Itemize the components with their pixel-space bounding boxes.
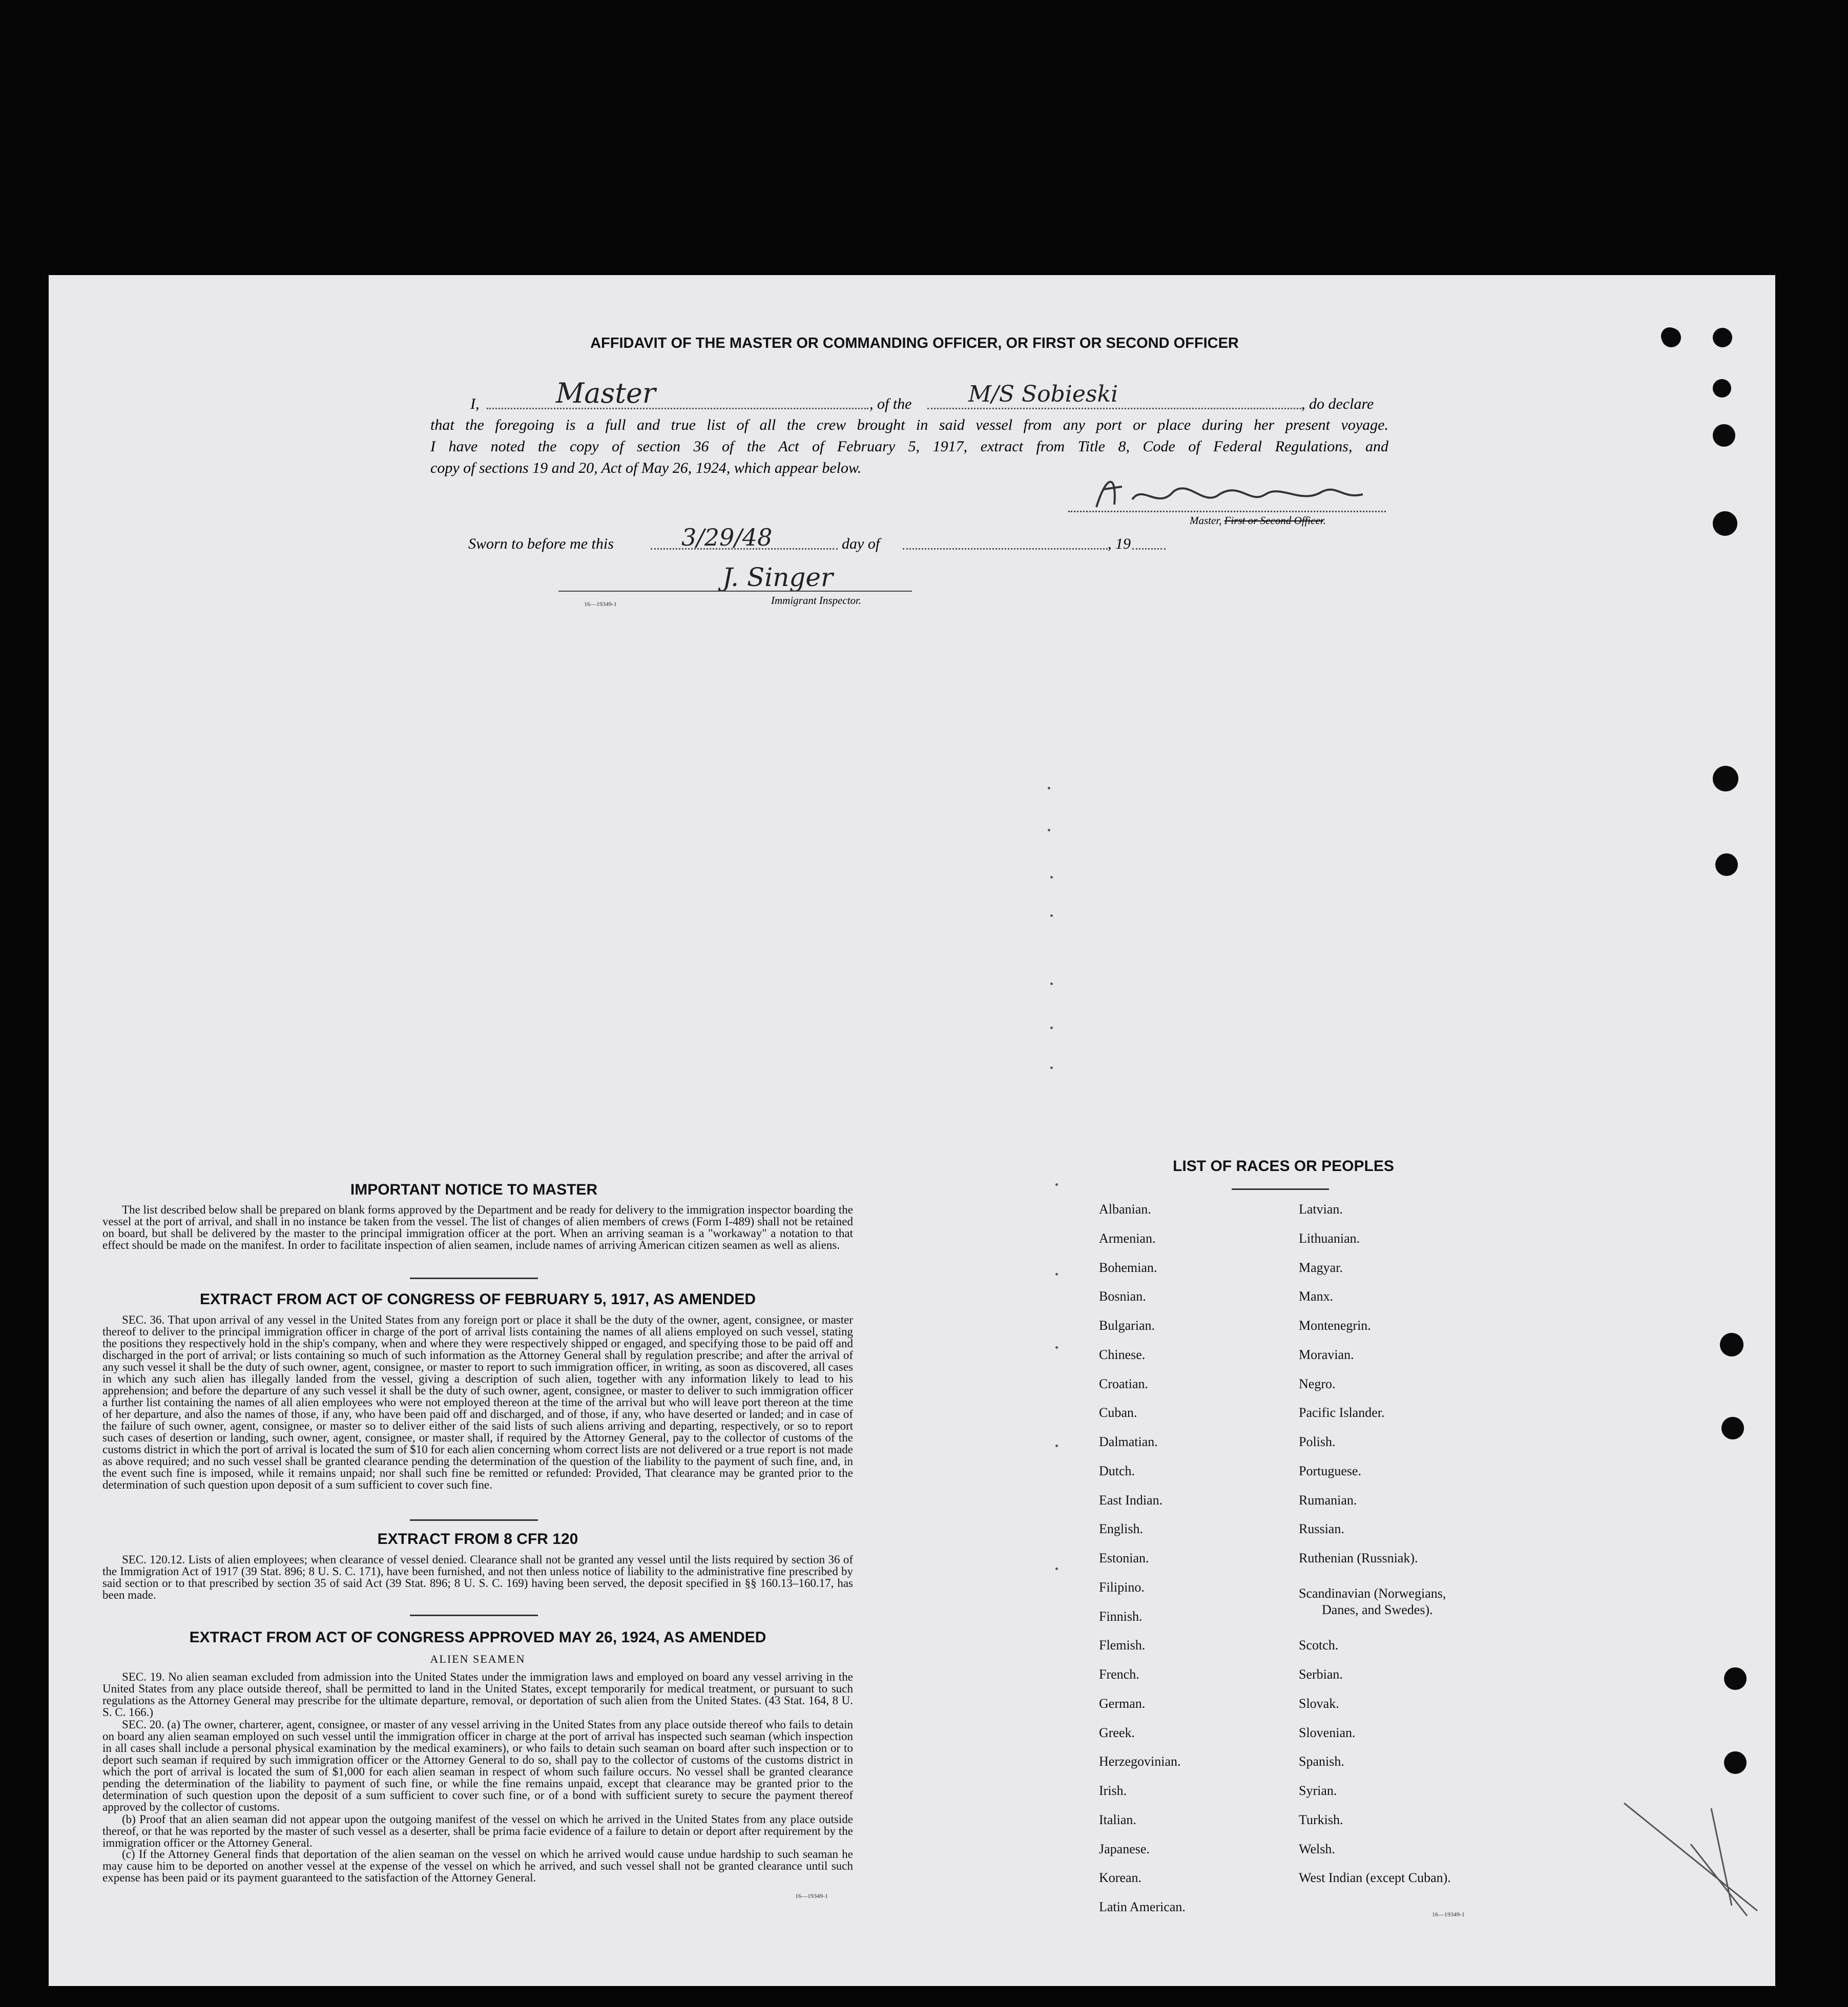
signature-caption [1190,514,1326,527]
race-lithuanian: Lithuanian. [1299,1231,1360,1246]
extract-cfr-divider [410,1615,538,1616]
race-japanese: Japanese. [1099,1842,1150,1856]
punch-hole [1724,1667,1747,1690]
day-of-label: day of [842,535,880,552]
race-spanish: Spanish. [1299,1754,1344,1769]
race-korean: Korean. [1099,1870,1142,1885]
vessel-line [927,408,1301,409]
race-albanian: Albanian. [1099,1202,1151,1217]
inspector-signature: J. Singer [722,562,833,592]
affidavit-line-2: I have noted the copy of section 36 of the Act of February 5, 1917, extract from Title 8, Code of Federal Regulations, and [430,438,1388,455]
race-filipino: Filipino. [1099,1580,1145,1595]
extract-1917-text: SEC. 36. That upon arrival of any vessel in the United States from any foreign port or place it shall be the duty of the owner, agent, consignee, or master thereof to deliver to the principal immigration officer in charge of the port of arrival lists containing the names of all aliens employed on such vessel, stating the positions they respectively hold in the ship's company, when and where they were respectively shipped or engaged, and specifying those to be paid off and discharged in the port of arrival; or lists containing so much of such information as the Attorney General shall by regulation prescribe; and after the arrival of any such vessel it shall be the duty of such owner, agent, consignee, or master to report to such immigration officer, in writing, as soon as discovered, all cases in which any such alien has illegally landed from the vessel, giving a description of such alien, together with any information likely to lead to his apprehension; and before the departure of any such vessel it shall be the duty of such owner, agent, consignee, or master to deliver to such immigration officer a further list containing the names of all alien employees who were not employed thereon at the time of the arrival but who will leave port thereon at the time of her departure, and also the names of those, if any, who have been paid off and discharged, and of those, if any, who have deserted or landed; and in case of the failure of such owner, agent, consignee, or master so to deliver either of the said lists of such aliens arriving and departing, respectively, or so to report such cases of desertion or landing, such owner, agent, consignee, or master shall, if required by the Attorney General, pay to the collector of customs of the customs district in which the port of arrival is located the sum of $10 for each alien concerning whom correct lists are not delivered or a true report is not made as above required; and no such vessel shall be granted clearance pending the determination of the question of the liability to the payment of such fine, and, in the event such fine is imposed, while it remains unpaid; nor shall such fine be remitted or refunded: Provided, That clearance may be granted prior to the determination of such question upon deposit of a sum sufficient to cover such fine. [102,1313,853,1491]
race-dalmatian: Dalmatian. [1099,1434,1158,1449]
punch-hole [1713,379,1731,398]
signature-caption-end: . [1323,514,1326,527]
speck [1050,1027,1053,1029]
race-manx: Manx. [1299,1289,1334,1304]
race-west-indian: West Indian (except Cuban). [1299,1870,1451,1885]
race-magyar: Magyar. [1299,1260,1343,1275]
race-herzegovinian: Herzegovinian. [1099,1754,1181,1769]
race-irish: Irish. [1099,1783,1127,1798]
speck [1050,876,1053,879]
race-chinese: Chinese. [1099,1347,1146,1362]
race-italian: Italian. [1099,1812,1136,1827]
race-welsh: Welsh. [1299,1842,1335,1856]
race-serbian: Serbian. [1299,1667,1343,1682]
speck [1055,1183,1058,1186]
extract-cfr-text: SEC. 120.12. Lists of alien employees; when clearance of vessel denied. Clearance shall not be granted any vessel until the lists required by section 36 of the Immigration Act of 1917 (39 Stat. 896; 8 U. S. C. 171), have been furnished, and not then unless notice of liability to the administrative fine prescribed by said section or to that prescribed by section 35 of said Act (39 Stat. 896; 8 U. S. C. 169) having been served, the deposit specified in §§ 160.13–160.17, has been made. [102,1553,853,1601]
affidavit-title: AFFIDAVIT OF THE MASTER OR COMMANDING OFFICER, OR FIRST OR SECOND OFFICER [590,335,1239,351]
race-flemish: Flemish. [1099,1638,1146,1653]
month-line [903,548,1108,550]
race-syrian: Syrian. [1299,1783,1337,1798]
extract-cfr-title: EXTRACT FROM 8 CFR 120 [377,1531,578,1548]
pencil-mark [1614,1793,1768,1926]
sworn-date-handwriting: 3/29/48 [681,524,773,551]
punch-hole [1721,1417,1744,1439]
master-signature [1086,464,1373,515]
of-the-label: , of the [869,395,912,412]
race-cuban: Cuban. [1099,1405,1137,1420]
race-negro: Negro. [1299,1376,1336,1391]
race-ruthenian: Ruthenian (Russniak). [1299,1551,1418,1565]
race-french: French. [1099,1667,1139,1682]
race-portuguese: Portuguese. [1299,1464,1362,1478]
signature-caption-struck: First or Second Officer [1224,514,1323,527]
race-pacific-islander: Pacific Islander. [1299,1405,1385,1420]
speck [1055,1346,1058,1349]
race-slovak: Slovak. [1299,1696,1339,1711]
speck [1050,982,1053,985]
extract-1924-sec19: SEC. 19. No alien seaman excluded from admission into the United States under the immigration laws and employed on board any vessel arriving in the United States from any place outside thereof, shall be permitted to land in the United States, except temporarily for medical treatment, or pursuant to such regulations as the Attorney General may prescribe for the ultimate departure, removal, or deportation of such alien from the United States. (43 Stat. 164, 8 U. S. C. 166.) [102,1670,853,1719]
race-english: English. [1099,1521,1143,1536]
race-slovenian: Slovenian. [1299,1725,1356,1740]
speck [1050,1067,1053,1069]
extract-1924-sec20a: SEC. 20. (a) The owner, charterer, agent, consignee, or master of any vessel arriving in the United States from any place outside thereof who fails to detain on board any alien seaman employed on such vessel until the immigration officer in charge at the port of arrival has inspected such seaman (which inspection in all cases shall include a personal physical examination by the medical examiners), or who fails to detain such seaman on board after such inspection or to deport such seaman if required by such immigration officer or the Attorney General to do so, shall pay to the collector of customs of the customs district in which the port of arrival is located the sum of $1,000 for each alien seaman in respect of whom such failure occurs. No vessel shall be granted clearance pending the determination of the liability to payment of such fine, or while the fine remains unpaid, except that clearance may be granted prior to the determination of such question upon the deposit of a sum sufficient to cover such fine, or of a bond with sufficient surety to secure the payment thereof approved by the collector of customs. [102,1718,853,1813]
right-form-number: 16—19349-1 [1432,1911,1465,1918]
declarant-handwriting: Master [556,377,656,409]
race-latvian: Latvian. [1299,1202,1343,1217]
race-german: German. [1099,1696,1146,1711]
punch-hole [1713,328,1732,347]
extract-1924-title: EXTRACT FROM ACT OF CONGRESS APPROVED MAY 26, 1924, AS AMENDED [189,1629,766,1646]
race-scandinavian-line-2: Danes, and Swedes). [1322,1602,1433,1617]
speck [1048,829,1050,831]
race-finnish: Finnish. [1099,1609,1143,1624]
inspector-label: Immigrant Inspector. [771,594,862,607]
race-russian: Russian. [1299,1521,1344,1536]
declarant-line [487,408,868,409]
year-line [1132,548,1166,550]
signature-caption-master: Master, [1190,514,1224,527]
extract-1924-sec20b: (b) Proof that an alien seaman did not appear upon the outgoing manifest of the vessel on which he arrived in the United States from any place outside thereof, or that he was reported by the master of such vessel as a deserter, shall be prima facie evidence of a failure to detain or deport after requirement by the immigration officer or the Attorney General. [102,1813,853,1849]
extract-1917-title: EXTRACT FROM ACT OF CONGRESS OF FEBRUARY 5, 1917, AS AMENDED [199,1291,756,1308]
speck [1055,1273,1058,1276]
races-divider [1232,1188,1329,1190]
signature-line [1068,511,1386,512]
race-turkish: Turkish. [1299,1812,1343,1827]
race-bosnian: Bosnian. [1099,1289,1146,1304]
race-east-indian: East Indian. [1099,1493,1163,1508]
punch-hole [1713,766,1738,791]
inspector-line [558,591,912,592]
punch-hole [1715,853,1738,876]
extract-1924-subtitle: ALIEN SEAMEN [430,1653,526,1665]
year-label: , 19 [1108,535,1131,552]
extract-1917-divider [410,1519,538,1521]
notice-title: IMPORTANT NOTICE TO MASTER [350,1181,598,1198]
race-scandinavian: Scandinavian (Norwegians, [1299,1586,1446,1601]
race-montenegrin: Montenegrin. [1299,1318,1371,1333]
race-estonian: Estonian. [1099,1551,1149,1565]
races-title: LIST OF RACES OR PEOPLES [1173,1158,1394,1175]
race-latin-american: Latin American. [1099,1899,1186,1914]
race-bulgarian: Bulgarian. [1099,1318,1155,1333]
i-label: I, [470,395,480,412]
race-dutch: Dutch. [1099,1464,1135,1478]
speck [1048,787,1050,789]
extract-1924-sec20c: (c) If the Attorney General finds that deportation of the alien seaman on the vessel on which he arrived would cause undue hardship to such seaman he may cause him to be deported on another vessel at the expense of the vessel on which he arrived, and such vessel shall not be granted clearance until such expense has been paid or its payment guaranteed to the satisfaction of the Attorney General. [102,1848,853,1884]
punch-hole [1713,424,1735,447]
do-declare-label: , do declare [1301,395,1374,412]
race-greek: Greek. [1099,1725,1135,1740]
race-scotch: Scotch. [1299,1638,1339,1653]
race-armenian: Armenian. [1099,1231,1156,1246]
punch-hole [1724,1751,1747,1774]
race-bohemian: Bohemian. [1099,1260,1157,1275]
race-rumanian: Rumanian. [1299,1493,1357,1508]
affidavit-line-1: that the foregoing is a full and true list of all the crew brought in said vessel from any port or place during her present voyage. [430,416,1388,433]
punch-hole [1713,511,1737,536]
race-polish: Polish. [1299,1434,1336,1449]
affidavit-line-3: copy of sections 19 and 20, Act of May 26, 1924, which appear below. [430,459,862,476]
left-form-number: 16—19349-1 [795,1892,828,1899]
punch-hole [1662,328,1681,347]
race-moravian: Moravian. [1299,1347,1354,1362]
notice-divider [410,1278,538,1279]
sworn-label: Sworn to before me this [468,535,614,552]
speck [1050,914,1053,917]
notice-text: The list described below shall be prepared on blank forms approved by the Department and be ready for delivery to the immigration inspector boarding the vessel at the port of arrival, and shall in no instance be taken from the vessel. The list of changes of alien members of crews (Form I-489) shall not be retained on board, but shall be delivered by the master to the principal immigration officer at the port. When an arriving seaman is a "workaway" a notation to that effect should be made on the manifest. In order to facilitate inspection of alien seamen, include names of arriving American citizen seamen as well as aliens. [102,1203,853,1251]
punch-hole [1720,1333,1743,1356]
affidavit-form-number: 16—19349-1 [584,600,617,608]
race-croatian: Croatian. [1099,1376,1149,1391]
speck [1055,1567,1058,1570]
speck [1055,1445,1058,1447]
vessel-handwriting: M/S Sobieski [968,381,1118,407]
